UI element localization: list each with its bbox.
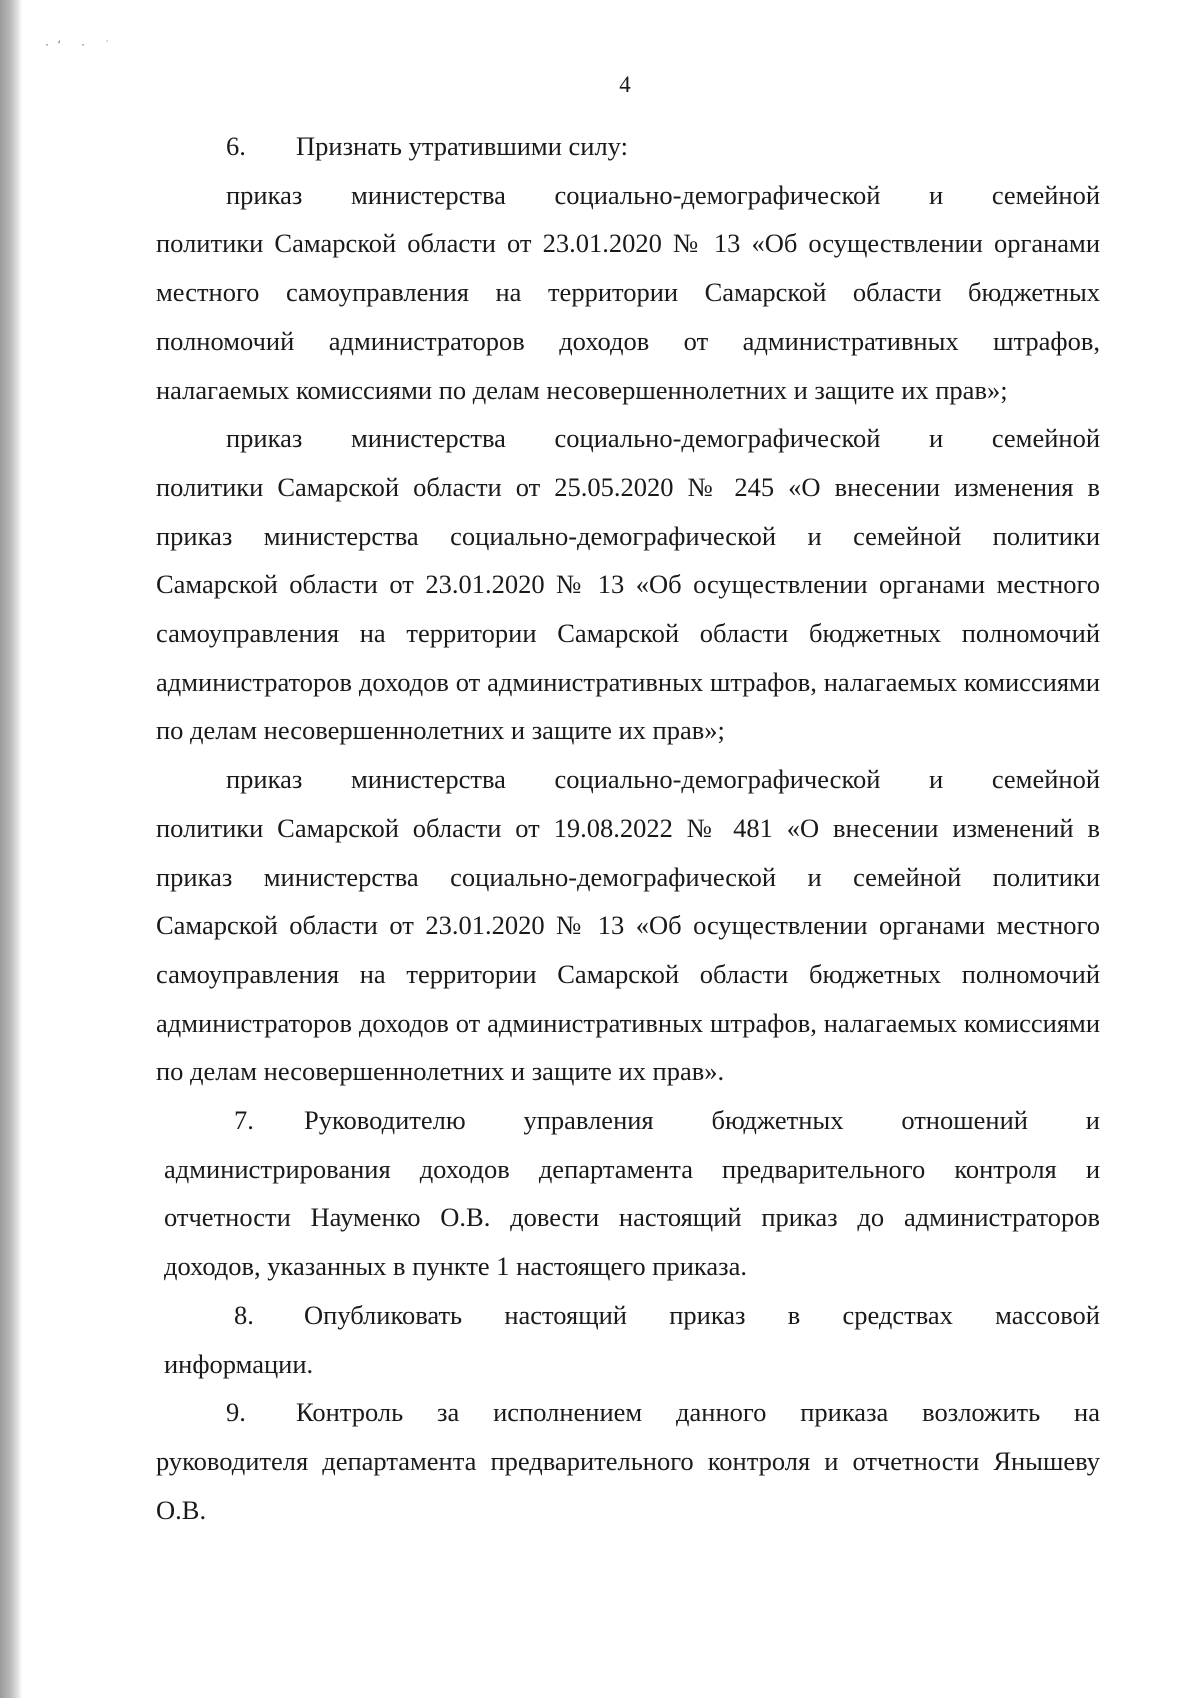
document-body	[156, 122, 1100, 1534]
order-first-line: приказ министерства социально-демографической и семейной	[226, 423, 1100, 454]
page-number: 4	[619, 72, 631, 97]
item-6-heading	[156, 122, 1100, 171]
scan-edge-shadow	[0, 0, 22, 1698]
item-first-line: Руководителю управления бюджетных отношений и	[304, 1105, 1100, 1136]
item-9	[156, 1388, 1100, 1534]
item-8	[164, 1291, 1100, 1388]
item-first-line: Опубликовать настоящий приказ в средствах массовой	[304, 1299, 1100, 1330]
order-text: политики Самарской области от 19.08.2022 № 481 «О внесении изменений в приказ министерства социально-демографической и семейной политики Самарской области от 23.01.2020 № 13 «Об осуществлении органами местного самоуправления на территории Самарской области бюджетных полномочий администраторов доходов от административных штрафов, налагаемых комиссиями по делам несовершеннолетних и защите их прав».	[156, 812, 1100, 1087]
item-text: информации.	[164, 1348, 314, 1379]
item-first-line: Контроль за исполнением данного приказа возложить на	[296, 1397, 1100, 1428]
item-number: 6.	[226, 131, 246, 161]
order-text: политики Самарской области от 25.05.2020 № 245 «О внесении изменения в приказ министерства социально-демографической и семейной политики Самарской области от 23.01.2020 № 13 «Об осуществлении органами местного самоуправления на территории Самарской области бюджетных полномочий администраторов доходов от административных штрафов, налагаемых комиссиями по делам несовершеннолетних и защите их прав»;	[156, 471, 1100, 746]
item-text: Признать утратившими силу:	[296, 131, 628, 161]
item-text: руководителя департамента предварительного контроля и отчетности Янышеву О.В.	[156, 1445, 1100, 1525]
item-number: 7.	[234, 1105, 254, 1136]
scan-specks: ·ʼ · ˙	[44, 40, 117, 51]
item-7	[164, 1096, 1100, 1291]
item-text: администрирования доходов департамента предварительного контроля и отчетности Науменко О.В. довести настоящий приказ до администраторов доходов, указанных в пункте 1 настоящего приказа.	[164, 1153, 1100, 1282]
repealed-order-3	[156, 755, 1100, 1096]
item-number: 8.	[234, 1299, 254, 1330]
order-first-line: приказ министерства социально-демографической и семейной	[226, 764, 1100, 795]
repealed-order-1	[156, 171, 1100, 415]
item-number: 9.	[226, 1397, 246, 1428]
order-text: политики Самарской области от 23.01.2020 № 13 «Об осуществлении органами местного самоуправления на территории Самарской области бюджетных полномочий администраторов доходов от административных штрафов, налагаемых комиссиями по делам несовершеннолетних и защите их прав»;	[156, 228, 1100, 405]
repealed-order-2	[156, 414, 1100, 755]
order-first-line: приказ министерства социально-демографической и семейной	[226, 179, 1100, 210]
